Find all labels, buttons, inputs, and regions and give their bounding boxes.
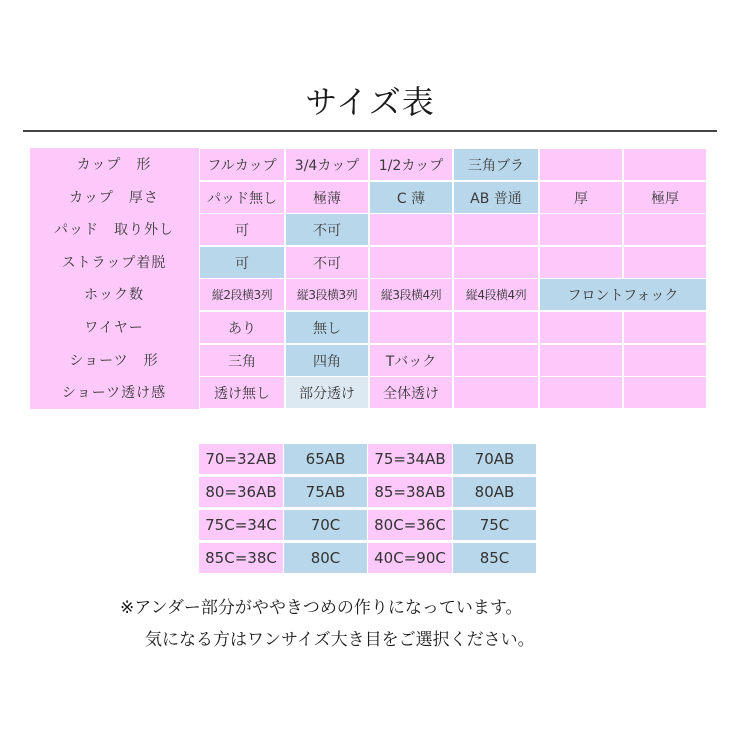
spec-cell xyxy=(540,345,622,376)
spec-cell: 縦3段横3列 xyxy=(286,279,368,310)
spec-cell: あり xyxy=(200,312,284,343)
size-cell: 70C xyxy=(284,510,367,540)
spec-cell xyxy=(454,345,538,376)
spec-row-label: ストラップ着脱 xyxy=(61,255,167,271)
size-cell: 80C=36C xyxy=(368,510,452,540)
spec-cell: AB 普通 xyxy=(454,182,538,213)
spec-cell: 三角ブラ xyxy=(454,149,538,180)
spec-cell: 無し xyxy=(286,312,368,343)
spec-cell: 全体透け xyxy=(370,377,452,408)
size-cell: 75C xyxy=(453,510,536,540)
spec-cell xyxy=(540,247,622,278)
spec-cell xyxy=(624,312,706,343)
spec-cell xyxy=(624,247,706,278)
spec-cell: 可 xyxy=(200,247,284,278)
spec-cell: 極薄 xyxy=(286,182,368,213)
spec-cell xyxy=(454,377,538,408)
spec-cell: 不可 xyxy=(286,247,368,278)
size-cell: 75C=34C xyxy=(199,510,283,540)
size-cell: 85C xyxy=(453,543,536,573)
size-cell: 40C=90C xyxy=(368,543,452,573)
spec-cell: Tバック xyxy=(370,345,452,376)
spec-cell: パッド無し xyxy=(200,182,284,213)
spec-cell: 可 xyxy=(200,214,284,245)
spec-cell xyxy=(624,345,706,376)
page-title: サイズ表 xyxy=(305,83,435,121)
title-divider xyxy=(23,130,717,132)
size-cell: 70=32AB xyxy=(199,444,283,474)
size-cell: 85C=38C xyxy=(199,543,283,573)
spec-cell: 透け無し xyxy=(200,377,284,408)
note-line-1: ※アンダー部分がややきつめの作りになっています。 xyxy=(120,598,523,618)
spec-cell: 3/4カップ xyxy=(286,149,368,180)
spec-cell: 三角 xyxy=(200,345,284,376)
spec-cell xyxy=(624,377,706,408)
spec-cell: フルカップ xyxy=(200,149,284,180)
size-cell: 85=38AB xyxy=(368,477,452,507)
spec-row-label: カップ 形 xyxy=(76,157,152,173)
spec-cell: C 薄 xyxy=(370,182,452,213)
spec-cell xyxy=(540,149,622,180)
spec-cell xyxy=(540,377,622,408)
note-line-2: 気になる方はワンサイズ大き目をご選択ください。 xyxy=(145,630,535,650)
spec-cell: 不可 xyxy=(286,214,368,245)
size-cell: 80AB xyxy=(453,477,536,507)
size-cell: 75AB xyxy=(284,477,367,507)
spec-table xyxy=(30,148,706,409)
spec-row-label: ショーツ 形 xyxy=(69,353,159,369)
spec-cell xyxy=(370,312,452,343)
spec-cell xyxy=(454,247,538,278)
spec-cell: 縦3段横4列 xyxy=(370,279,452,310)
spec-cell xyxy=(370,214,452,245)
spec-row-label: ショーツ透け感 xyxy=(61,385,167,401)
spec-cell xyxy=(624,214,706,245)
spec-row-label: パッド 取り外し xyxy=(54,222,174,238)
spec-cell xyxy=(540,312,622,343)
size-cell: 75=34AB xyxy=(368,444,452,474)
spec-cell: 縦2段横3列 xyxy=(200,279,284,310)
spec-cell xyxy=(454,214,538,245)
spec-cell xyxy=(370,247,452,278)
spec-row-label: ホック数 xyxy=(84,287,144,303)
spec-cell: 厚 xyxy=(540,182,622,213)
size-table xyxy=(199,444,536,573)
spec-label-column xyxy=(30,148,198,409)
spec-cell: フロントフォック xyxy=(540,279,706,310)
spec-row-label: ワイヤー xyxy=(84,320,144,336)
spec-row-label: カップ 厚さ xyxy=(69,190,159,206)
spec-cell: 極厚 xyxy=(624,182,706,213)
size-cell: 65AB xyxy=(284,444,367,474)
spec-cell: 部分透け xyxy=(286,377,368,408)
spec-cell: 縦4段横4列 xyxy=(454,279,538,310)
size-cell: 70AB xyxy=(453,444,536,474)
spec-cell: 四角 xyxy=(286,345,368,376)
spec-cell xyxy=(624,149,706,180)
spec-cell: 1/2カップ xyxy=(370,149,452,180)
size-cell: 80C xyxy=(284,543,367,573)
spec-cell xyxy=(540,214,622,245)
spec-cell xyxy=(454,312,538,343)
size-cell: 80=36AB xyxy=(199,477,283,507)
